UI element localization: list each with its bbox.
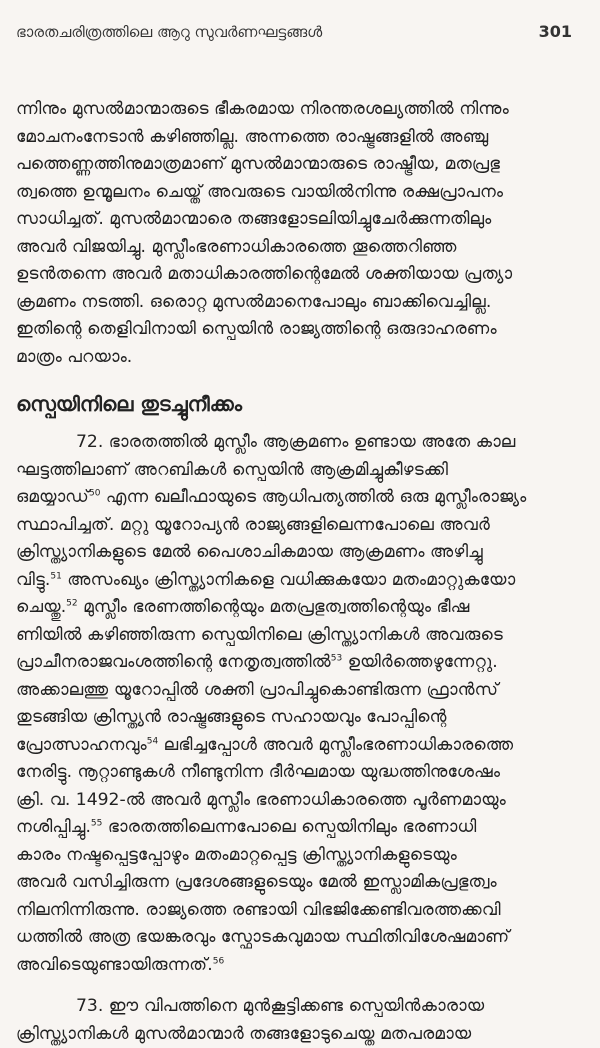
paragraph-73 [16,993,572,1048]
text-fragment: പ്രാചീനരാജവംശത്തിന്റെ നേതൃത്വത്തിൽ [16,652,331,672]
text-line [16,952,572,980]
footnote-marker: 52 [66,598,77,608]
text-line: ക്രമണം നടത്തി. ഒരൊറ്റ മുസൽമാനെപോലും ബാക്കിവെച്ചില്ല. [16,289,572,317]
text-line: സാധിച്ചത്. മുസൽമാന്മാരെ തങ്ങളോടലിയിച്ചുചേർക്കുന്നതിലും [16,206,572,234]
text-line [16,567,572,595]
running-header [16,22,572,52]
paragraph-72 [16,429,572,979]
text-line: അവർ വിജയിച്ചു. മുസ്ലീംഭരണാധികാരത്തെ തൂത്തെറിഞ്ഞ [16,234,572,262]
text-line: ത്വത്തെ ഉന്മൂലനം ചെയ്ത് അവരുടെ വായിൽനിന്നു രക്ഷപ്രാപനം [16,179,572,207]
page-number: 301 [539,22,572,41]
text-line: തുടങ്ങിയ ക്രിസ്ത്യൻ രാഷ്ട്രങ്ങളുടെ സഹായവും പോപ്പിന്റെ [16,704,572,732]
text-line: ക്രിസ്ത്യാനികളുടെ മേൽ പൈശാചികമായ ആക്രമണം അഴിച്ചു [16,539,572,567]
text-line [16,594,572,622]
chapter-title: ഭാരതചരിത്രത്തിലെ ആറു സുവർണഘട്ടങ്ങൾ [16,23,322,41]
text-fragment: ലഭിച്ചപ്പോൾ അവർ മുസ്ലീംഭരണാധികാരത്തെ [164,735,514,755]
footnote-marker: 55 [91,818,102,828]
footnote-marker: 53 [331,653,342,663]
text-fragment: വിട്ടു. [16,570,50,590]
text-fragment: ചെയ്തു. [16,597,66,617]
text-line: നേരിട്ടു. നൂറ്റാണ്ടുകൾ നീണ്ടുനിന്ന ദീർഘമായ യുദ്ധത്തിനുശേഷം [16,759,572,787]
text-line: നിലനിന്നിരുന്നു. രാജ്യത്തെ രണ്ടായി വിഭജിക്കേണ്ടിവരത്തക്കവി [16,897,572,925]
text-line: 73. ഈ വിപത്തിനെ മുൻകൂട്ടിക്കണ്ട സ്പെയിൻകാരായ [16,993,572,1021]
text-fragment: അസംഖ്യം ക്രിസ്ത്യാനികളെ വധിക്കുകയോ മതംമാറ്റുകയോ [67,570,515,590]
paragraph-continued [16,96,572,371]
text-line: സ്ഥാപിച്ചത്. മറ്റു യൂറോപ്യൻ രാജ്യങ്ങളിലെന്നപോലെ അവർ [16,512,572,540]
text-line: ഉടൻതന്നെ അവർ മതാധികാരത്തിന്റെമേൽ ശക്തിയായ പ്രത്യാ [16,261,572,289]
footnote-marker: 50 [89,488,100,498]
footnote-marker: 56 [213,956,224,966]
body-text [16,96,572,1048]
text-fragment: അവിടെയുണ്ടായിരുന്നത്. [16,955,213,975]
text-line: ഘട്ടത്തിലാണ് അറബികൾ സ്പെയിൻ ആക്രമിച്ചുകീഴടക്കി [16,457,572,485]
text-line [16,814,572,842]
text-line: ധത്തിൽ അത്ര ഭയങ്കരവും സ്ഫോടകവുമായ സ്ഥിതിവിശേഷമാണ് [16,924,572,952]
text-fragment: പ്രോത്സാഹനവും [16,735,147,755]
footnote-marker: 51 [50,571,61,581]
text-line: ന്നിനും മുസൽമാന്മാരുടെ ഭീകരമായ നിരന്തരശല്യത്തിൽ നിന്നും [16,96,572,124]
text-line [16,732,572,760]
footnote-marker: 54 [147,736,158,746]
text-fragment: ഉയിർത്തെഴുന്നേറ്റു. [348,652,498,672]
text-line [16,649,572,677]
text-line: പത്തെണ്ണത്തിനുമാത്രമാണ് മുസൽമാന്മാരുടെ രാഷ്ട്രീയ, മതപ്രഭു [16,151,572,179]
text-line: അക്കാലത്തു യൂറോപ്പിൽ ശക്തി പ്രാപിച്ചുകൊണ്ടിരുന്ന ഫ്രാൻസ് [16,677,572,705]
text-fragment: മുസ്ലീം ഭരണത്തിന്റെയും മതപ്രഭുത്വത്തിന്റെയും ഭീഷ [83,597,469,617]
text-line [16,484,572,512]
text-line: 72. ഭാരതത്തിൽ മുസ്ലീം ആക്രമണം ഉണ്ടായ അതേ കാല [16,429,572,457]
text-line: മാത്രം പറയാം. [16,344,572,372]
text-line: ണിയിൽ കഴിഞ്ഞിരുന്ന സ്പെയിനിലെ ക്രിസ്ത്യാനികൾ അവരുടെ [16,622,572,650]
text-line: ക്രിസ്ത്യാനികൾ മുസൽമാന്മാർ തങ്ങളോടുചെയ്ത മതപരമായ [16,1021,572,1048]
text-fragment: എന്ന ഖലീഫായുടെ ആധിപത്യത്തിൽ ഒരു മുസ്ലീംരാജ്യം [106,487,526,507]
text-line: മോചനംനേടാൻ കഴിഞ്ഞില്ല. അന്നത്തെ രാഷ്ട്രങ്ങളിൽ അഞ്ചു [16,124,572,152]
section-heading: സ്പെയിനിലെ തുടച്ചുനീക്കം [16,389,572,419]
text-line: കാരം നഷ്ടപ്പെട്ടപ്പോഴും മതംമാറ്റപ്പെട്ട ക്രിസ്ത്യാനികളുടെയും [16,842,572,870]
text-fragment: നശിപ്പിച്ചു. [16,817,91,837]
text-fragment: ഒമയ്യാഡ് [16,487,89,507]
text-fragment: ഭാരതത്തിലെന്നപോലെ സ്പെയിനിലും ഭരണാധി [108,817,477,837]
text-line: ക്രി. വ. 1492-ൽ അവർ മുസ്ലീം ഭരണാധികാരത്തെ പൂർണമായും [16,787,572,815]
text-line: ഇതിന്റെ തെളിവിനായി സ്പെയിൻ രാജ്യത്തിന്റെ ഒരുദാഹരണം [16,316,572,344]
text-line: അവർ വസിച്ചിരുന്ന പ്രദേശങ്ങളുടെയും മേൽ ഇസ്ലാമികപ്രഭുത്വം [16,869,572,897]
